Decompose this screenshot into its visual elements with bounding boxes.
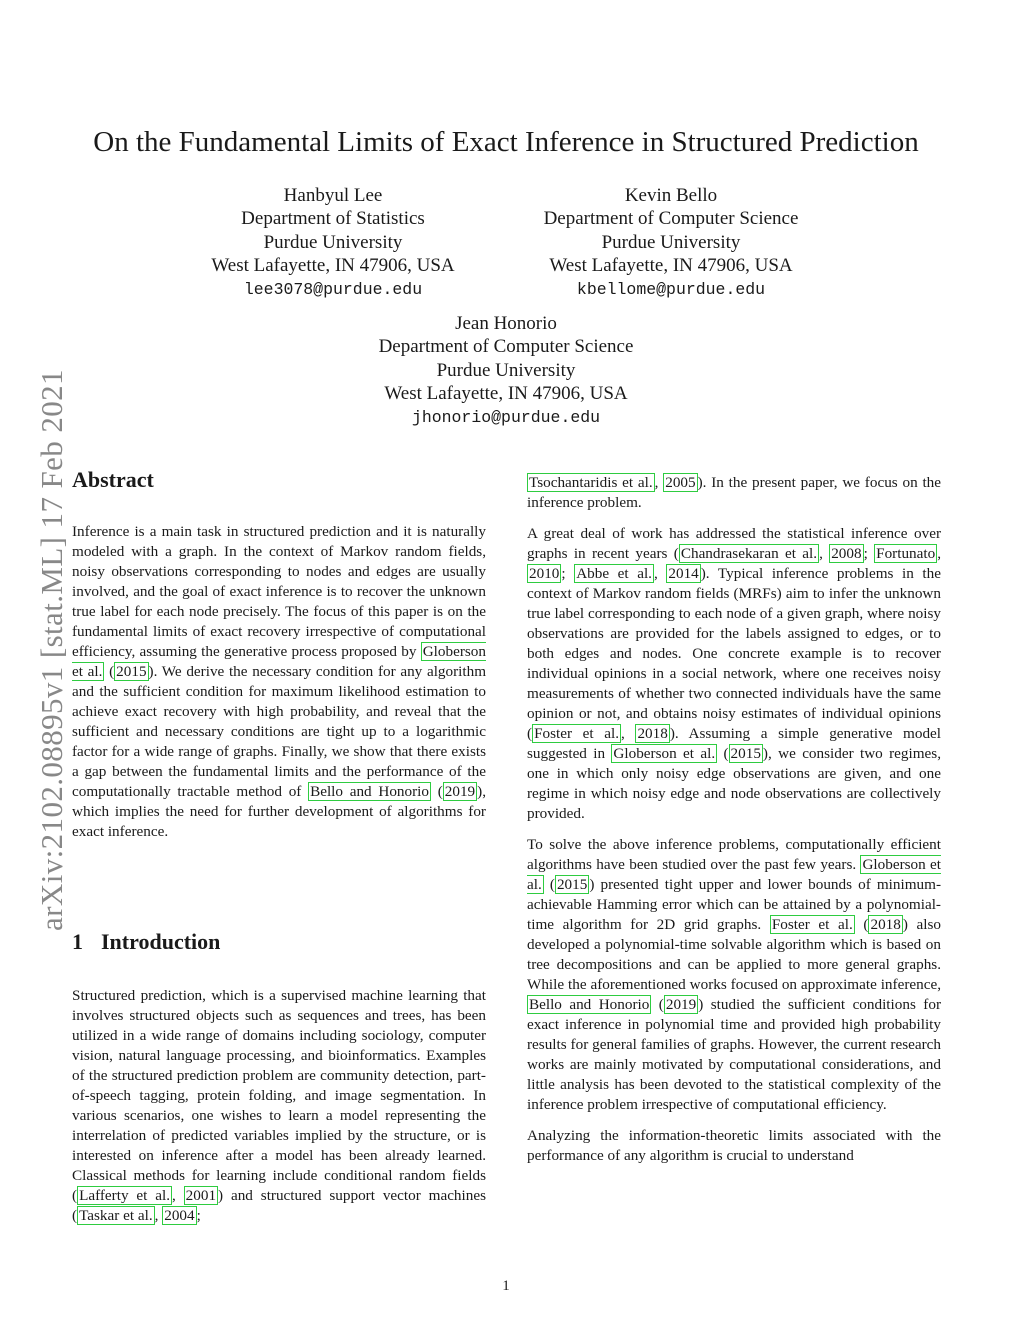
author-address: West Lafayette, IN 47906, USA [211, 255, 455, 277]
author-address: West Lafayette, IN 47906, USA [549, 255, 793, 277]
citation-year-link[interactable]: 2005 [665, 474, 696, 491]
citation-year-link[interactable]: 2008 [831, 545, 862, 562]
citation-year-link[interactable]: 2015 [116, 663, 147, 680]
author-block [481, 184, 861, 301]
author-email[interactable]: jhonorio@purdue.edu [411, 407, 601, 427]
body-paragraph: Analyzing the information-theoretic limits associated with the performance of any algorithm is crucial to understand [527, 1127, 941, 1164]
author-name: Hanbyul Lee [283, 185, 383, 206]
abstract-body [72, 522, 486, 842]
citation-link[interactable]: Bello and Honorio [529, 996, 650, 1013]
abstract-paragraph: Inference is a main task in structured prediction and it is naturally modeled with a graph. In the context of Markov random fields, noisy observations corresponding to nodes and edges are usually involved, and the goal of exact inference is to recover the unknown true label for each node precisely. The focus of this paper is on the fundamental limits of exact recovery irrespective of computational efficiency, assuming the generative process proposed by Globerson et al. ( 2015 ). We derive the necessary condition for any algorithm and the sufficient condition for maximum likelihood estimation to achieve exact recovery with high probability, and reveal that the sufficient and necessary conditions are tight up to a logarithmic factor for a wide range of graphs. Finally, we show that there exists a gap between the fundamental limits and the performance of the computationally tractable method of Bello and Honorio ( 2019 ), which implies the need for further development of algorithms for exact inference. [72, 523, 487, 840]
citation-link[interactable]: Abbe et al. [576, 565, 652, 582]
citation-link[interactable]: Foster et al. [534, 725, 620, 742]
citation-year-link[interactable]: 2015 [556, 876, 588, 893]
citation-year-link[interactable]: 2004 [164, 1207, 195, 1224]
citation-year-link[interactable]: 2001 [185, 1187, 217, 1204]
citation-link[interactable]: Tsochantaridis et al. [529, 474, 653, 491]
section-heading-introduction [72, 929, 220, 955]
author-name: Jean Honorio [455, 313, 557, 334]
author-name: Kevin Bello [624, 185, 718, 206]
citation-link[interactable]: Chandrasekaran et al. [680, 545, 818, 562]
citation-year-link[interactable]: 2010 [529, 565, 560, 582]
citation-link[interactable]: Fortunato [876, 545, 936, 562]
author-block [316, 312, 696, 429]
citation-link[interactable]: Taskar et al. [79, 1207, 153, 1224]
author-department: Department of Computer Science [543, 208, 799, 230]
body-paragraph: To solve the above inference problems, computationally efficient algorithms have been studied over the past few years. Globerson et al. ( 2015 ) presented tight upper and lower bounds of minimum-achievable Hamming error which can be attained by a polynomial-time algorithm for 2D grid graphs. Foster et al. ( 2018 ) also developed a polynomial-time solvable algorithm which is based on tree decompositions and can be applied to more general graphs. While the aforementioned works focused on approximate inference, Bello and Honorio ( 2019 ) studied the sufficient conditions for exact inference in polynomial time and provided high probability results for general families of graphs. However, the current research works are mainly motivated by computational considerations, and little analysis has been devoted to the statistical complexity of the inference problem irrespective of computational efficiency. [527, 836, 942, 1113]
paper-title: On the Fundamental Limits of Exact Inference in Structured Prediction [93, 126, 919, 158]
citation-year-link[interactable]: 2015 [730, 745, 761, 762]
author-email[interactable]: lee3078@purdue.edu [243, 279, 423, 299]
citation-year-link[interactable]: 2019 [665, 996, 697, 1013]
arxiv-identifier: arXiv:2102.08895v1 [stat.ML] 17 Feb 2021 [34, 369, 69, 931]
citation-link[interactable]: Globerson et al. [72, 643, 486, 680]
right-column [527, 473, 941, 1166]
citation-link[interactable]: Foster et al. [771, 916, 853, 933]
author-email[interactable]: kbellome@purdue.edu [576, 279, 766, 299]
author-university: Purdue University [601, 231, 741, 253]
author-address: West Lafayette, IN 47906, USA [384, 383, 628, 405]
abstract-heading: Abstract [72, 467, 154, 492]
citation-year-link[interactable]: 2019 [444, 783, 476, 800]
citation-link[interactable]: Bello and Honorio [310, 783, 429, 800]
body-paragraph: Structured prediction, which is a supervised machine learning that involves structured objects such as sequences and trees, has been utilized in a wide range of domains including sociology, computer vision, natural language processing, and bioinformatics. Examples of the structured prediction problem are community detection, part-of-speech tagging, protein folding, and image segmentation. In various scenarios, one wishes to learn a model representing the interrelation of predicted variables implied by the structure, or is interested on inference after a model has been already learned. Classical methods for learning include conditional random fields ( Lafferty et al. , 2001 ) and structured support vector machines ( Taskar et al. , 2004 ; [72, 987, 486, 1224]
author-department: Department of Statistics [241, 208, 425, 230]
author-university: Purdue University [436, 359, 576, 381]
author-block [143, 184, 523, 301]
citation-link[interactable]: Globerson et al. [613, 745, 716, 762]
introduction-body [72, 986, 486, 1226]
page-number: 1 [502, 1278, 510, 1294]
citation-link[interactable]: Lafferty et al. [79, 1187, 170, 1204]
body-paragraph: A great deal of work has addressed the statistical inference over graphs in recent years ( Chandrasekaran et al. , 2008 ; Fortunato , 2010 ; Abbe et al. , 2014 ). Typical inference problems in the context of Markov random fields (MRFs) aim to infer the unknown true label corresponding to each node of a given graph, where noisy observations are provided for the labels assigned to edges, or to both edges and nodes. One concrete example is to recover individual opinions in a social network, where one receives noisy measurements of whether two connected individuals have the same opinion or not, and obtains noisy estimates of individual opinions ( Foster et al. , 2018 ). Assuming a simple generative model suggested in Globerson et al. ( 2015 ), we consider two regimes, one in which only noisy edge observations are given, and one regime in which noisy edge and node observations are collectively provided. [527, 525, 942, 822]
citation-year-link[interactable]: 2014 [668, 565, 699, 582]
body-paragraph: Tsochantaridis et al. , 2005 ). In the present paper, we focus on the inference problem. [527, 474, 942, 511]
citation-year-link[interactable]: 2018 [870, 916, 901, 933]
citation-link[interactable]: Globerson et al. [527, 856, 941, 893]
citation-year-link[interactable]: 2018 [637, 725, 668, 742]
section-title: Introduction [101, 929, 221, 954]
author-university: Purdue University [263, 231, 403, 253]
section-number: 1 [72, 929, 83, 954]
author-department: Department of Computer Science [378, 336, 634, 358]
